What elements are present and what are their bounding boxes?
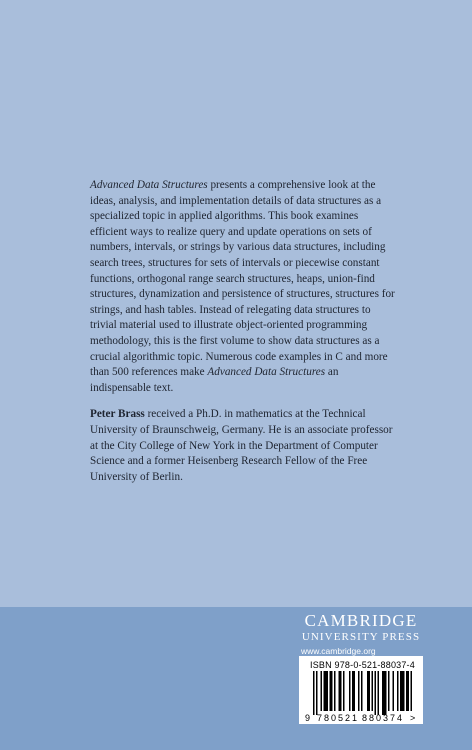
description-paragraph [90,178,395,396]
description-text-end: an indispensable text. [90,366,339,394]
barcode-bar [352,671,355,711]
barcode-bar [393,671,395,711]
book-title-italic-2: Advanced Data Structures [207,366,326,379]
barcode-digit-first: 9 [305,713,311,723]
description-text: presents a comprehensive look at the ideas, analysis, and implementation details of data structures as a specialized topic in applied algorithms. This book examines efficient ways to realize query and update operations on sets of numbers, intervals, or strings by various data structures, including search trees, structures for sets of intervals or piecewise constant functions, orthogonal range search structures, heaps, union-find structures, dynamization and persistence of structures, structures for strings, and hash tables. Instead of relegating data structures to trivial material used to illustrate object-oriented programming methodology, this is the first volume to show data structures as a crucial algorithmic topic. Numerous code examples in C and more than 500 references make [90,179,395,379]
barcode-bar [375,671,377,715]
barcode-bar [316,671,318,715]
barcode-bar [334,671,336,711]
barcode-bar [367,671,370,711]
publisher-logo [299,612,423,657]
barcode-bar [324,671,329,711]
barcode-panel [299,656,423,724]
barcode-bar [406,671,409,711]
barcode-end-mark: > [410,713,416,723]
author-bio-text: received a Ph.D. in mathematics at the Technical University of Braunschweig, Germany. He is an associate professor at the City College of New York in the Department of Computer Science and a former Heisenberg Research Fellow of the Free University of Berlin. [90,408,393,483]
barcode-bar [372,671,374,711]
barcode-bar [388,671,390,711]
author-name: Peter Brass [90,408,145,421]
barcode-bar [378,671,380,715]
barcode-digits-right: 880374 [362,713,405,723]
barcode-bar [330,671,333,711]
barcode-bar [313,671,315,715]
publisher-subtitle: UNIVERSITY PRESS [301,631,421,643]
book-title-italic: Advanced Data Structures [90,179,208,191]
barcode-bar [397,671,399,711]
back-cover-blurb [90,178,395,485]
publisher-url: www.cambridge.org [301,646,376,656]
barcode-bar [400,671,405,711]
publisher-name: CAMBRIDGE [304,611,418,630]
author-bio-paragraph [90,407,395,485]
barcode-icon [304,671,418,723]
barcode-bar [343,671,345,711]
barcode-bar [339,671,342,711]
barcode-bar [358,671,360,711]
barcode-bar [382,671,387,715]
barcode-bar [321,671,323,711]
isbn-label: ISBN 978-0-521-88037-4 [310,660,415,670]
barcode-bar [411,671,413,711]
barcode-bar [361,671,363,711]
barcode-digits-left: 780521 [317,713,360,723]
barcode-bar [349,671,351,711]
